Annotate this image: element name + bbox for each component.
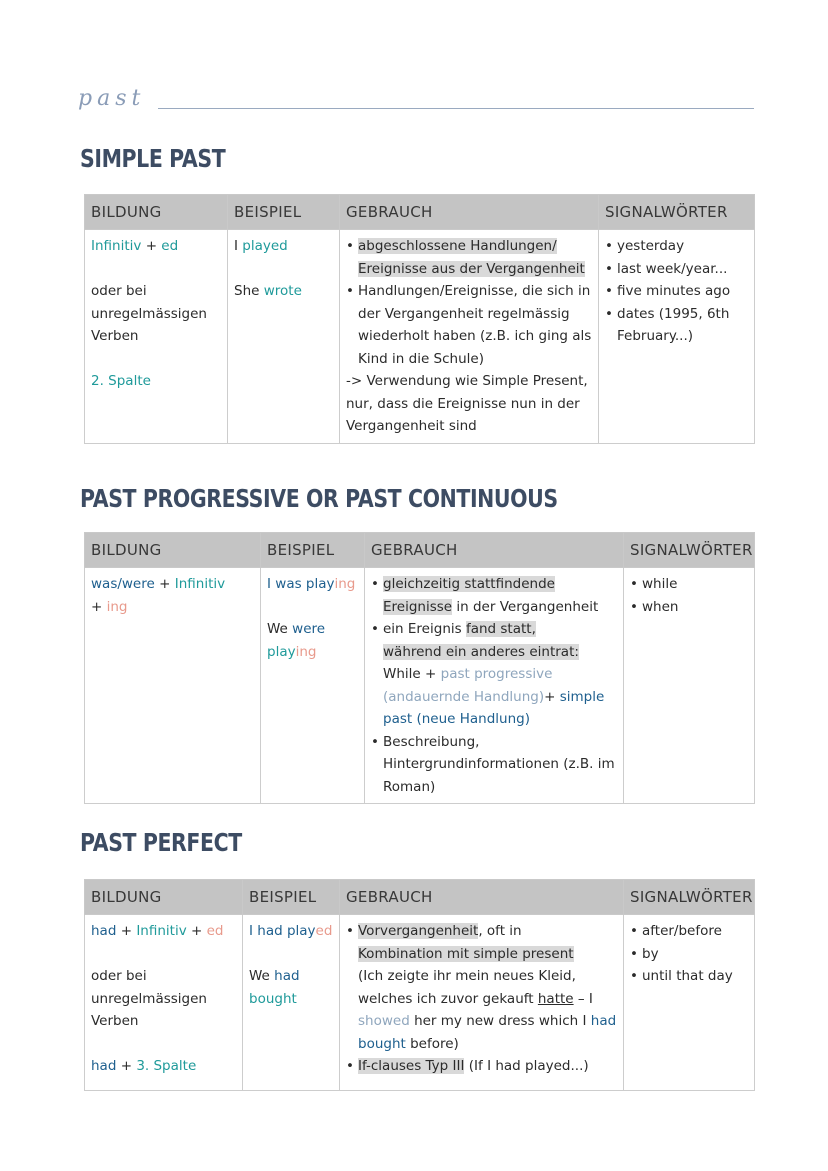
list-item: • Beschreibung, Hintergrundinformationen (z.B. im Roman)	[371, 731, 617, 799]
list-item: • by	[630, 943, 748, 966]
beispiel-cell: I played She wrote	[228, 230, 340, 444]
signalwoerter-cell	[599, 230, 755, 444]
bildung-cell: Infinitiv + ed oder bei unregelmässigen Verben 2. Spalte	[85, 230, 228, 444]
header-gebrauch: GEBRAUCH	[340, 195, 599, 230]
signalwoerter-cell	[624, 915, 755, 1091]
table-row	[85, 568, 755, 804]
table-header-row	[85, 880, 755, 915]
page-title: past	[78, 86, 146, 111]
header-gebrauch: GEBRAUCH	[365, 533, 624, 568]
header-beispiel: BEISPIEL	[228, 195, 340, 230]
header-bildung: BILDUNG	[85, 880, 243, 915]
simple-past-table	[84, 194, 755, 444]
beispiel-cell: I had played We had bought	[243, 915, 340, 1091]
gebrauch-cell	[340, 915, 624, 1091]
past-progressive-heading: PAST PROGRESSIVE OR PAST CONTINUOUS	[80, 484, 558, 513]
list-item: • abgeschlossene Handlungen/ Ereignisse aus der Vergangenheit	[346, 235, 592, 280]
list-item: • until that day	[630, 965, 748, 988]
header-bildung: BILDUNG	[85, 195, 228, 230]
list-item: • gleichzeitig stattfindende Ereignisse in der Vergangenheit	[371, 573, 617, 618]
list-item: • last week/year...	[605, 258, 748, 281]
list-item: • yesterday	[605, 235, 748, 258]
header-signalwoerter: SIGNALWÖRTER	[624, 533, 755, 568]
table-header-row	[85, 533, 755, 568]
usage-note: -> Verwendung wie Simple Present, nur, dass die Ereignisse nun in der Vergangenheit sind	[346, 373, 588, 434]
list-item: • ein Ereignis fand statt, während ein anderes eintrat: While + past progressive (andauernde Handlung)+ simple past (neue Handlung)	[371, 618, 617, 731]
bildung-cell: had + Infinitiv + ed oder bei unregelmässigen Verben had + 3. Spalte	[85, 915, 243, 1091]
header-signalwoerter: SIGNALWÖRTER	[624, 880, 755, 915]
header-signalwoerter: SIGNALWÖRTER	[599, 195, 755, 230]
list-item: • Vorvergangenheit, oft in Kombination mit simple present (Ich zeigte ihr mein neues Kleid, welches ich zuvor gekauft hatte – I showed her my new dress which I had bought before)	[346, 920, 617, 1055]
past-progressive-table	[84, 532, 755, 804]
list-item: • If-clauses Typ III (If I had played...)	[346, 1055, 617, 1078]
list-item: • while	[630, 573, 748, 596]
simple-past-heading: SIMPLE PAST	[80, 144, 226, 173]
bildung-cell: was/were + Infinitiv + ing	[85, 568, 261, 804]
header-gebrauch: GEBRAUCH	[340, 880, 624, 915]
header-bildung: BILDUNG	[85, 533, 261, 568]
header-beispiel: BEISPIEL	[243, 880, 340, 915]
past-perfect-heading: PAST PERFECT	[80, 828, 242, 857]
signalwoerter-cell	[624, 568, 755, 804]
list-item: • after/before	[630, 920, 748, 943]
title-rule	[158, 108, 754, 109]
list-item: • five minutes ago	[605, 280, 748, 303]
table-header-row	[85, 195, 755, 230]
past-perfect-table	[84, 879, 755, 1091]
gebrauch-cell	[340, 230, 599, 444]
beispiel-cell: I was playing We were playing	[261, 568, 365, 804]
list-item: • dates (1995, 6th February...)	[605, 303, 748, 348]
table-row	[85, 230, 755, 444]
header-beispiel: BEISPIEL	[261, 533, 365, 568]
gebrauch-cell	[365, 568, 624, 804]
table-row	[85, 915, 755, 1091]
list-item: • Handlungen/Ereignisse, die sich in der Vergangenheit regelmässig wiederholt haben (z.B. ich ging als Kind in die Schule)	[346, 280, 592, 370]
list-item: • when	[630, 596, 748, 619]
